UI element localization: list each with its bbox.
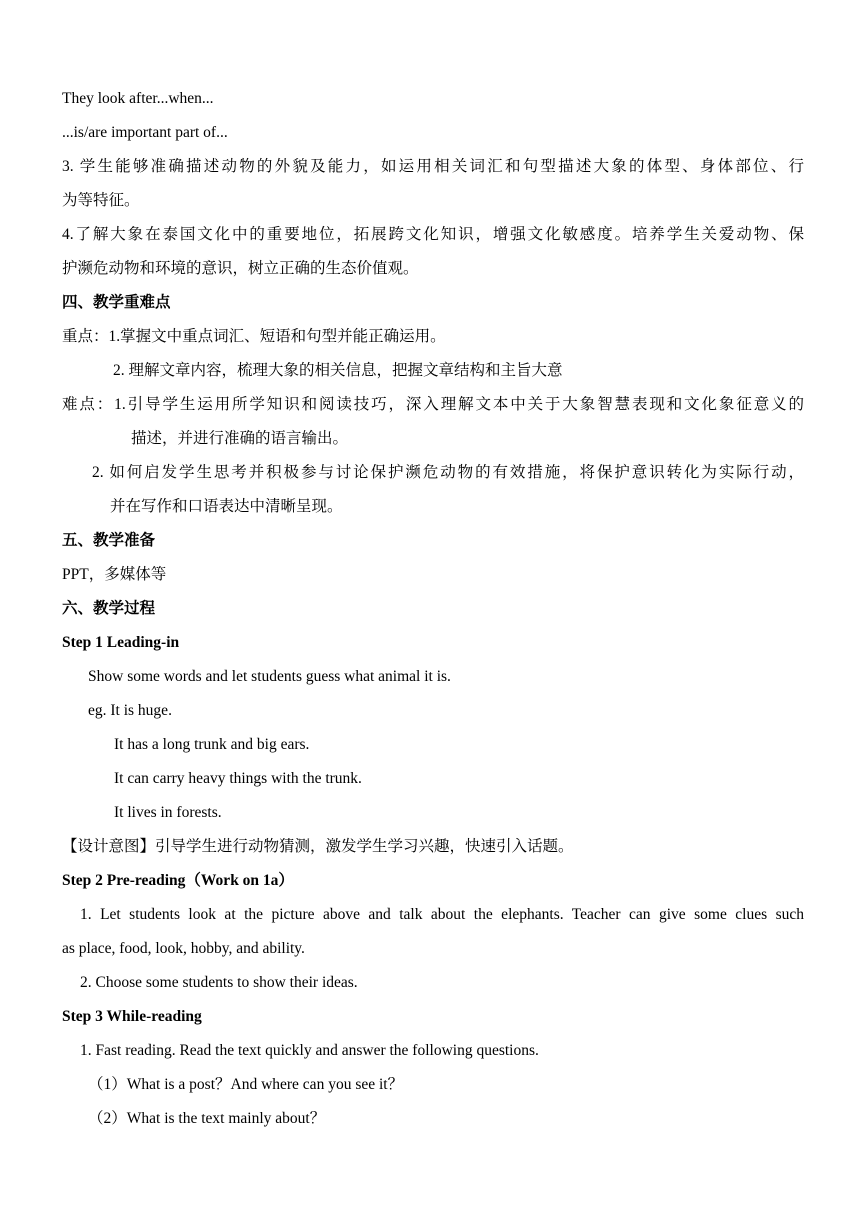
text-line: 为等特征。 [62,192,140,209]
text-line: It has a long trunk and big ears. [114,736,310,753]
question-1: （1）What is a post？And where can you see it？ [88,1076,404,1093]
text-line: 2. Choose some students to show their ideas. [80,974,358,991]
section-heading: 四、教学重难点 [62,294,171,311]
text-line: 1. Let students look at the picture above and talk about the elephants. Teacher can give some clues such [80,906,804,923]
text-line: 2. 理解文章内容，梳理大象的相关信息，把握文章结构和主旨大意 [113,362,563,379]
text-line: 描述，并进行准确的语言输出。 [131,430,349,447]
text-line: They look after...when... [62,90,214,107]
difficulty-1: 难点：1.引导学生运用所学知识和阅读技巧，深入理解文本中关于大象智慧表现和文化象征意义的 [62,396,804,413]
text-line: PPT，多媒体等 [62,566,167,583]
difficulty-2: 2. 如何启发学生思考并积极参与讨论保护濒危动物的有效措施，将保护意识转化为实际行动， [92,464,804,481]
objective-4: 4.了解大象在泰国文化中的重要地位，拓展跨文化知识，增强文化敏感度。培养学生关爱动物、保 [62,226,804,243]
text-line: Show some words and let students guess what animal it is. [88,668,451,685]
text-line: It can carry heavy things with the trunk. [114,770,362,787]
step-heading: Step 2 Pre-reading（Work on 1a） [62,872,294,889]
text-line: 护濒危动物和环境的意识，树立正确的生态价值观。 [62,260,419,277]
text-line: ...is/are important part of... [62,124,228,141]
step-heading: Step 1 Leading-in [62,634,180,651]
question-2: （2）What is the text mainly about？ [88,1110,326,1127]
section-heading: 五、教学准备 [62,532,156,549]
text-line: eg. It is huge. [88,702,172,719]
step-heading: Step 3 While-reading [62,1008,202,1025]
text-line: 重点：1.掌握文中重点词汇、短语和句型并能正确运用。 [62,328,446,345]
text-line: 并在写作和口语表达中清晰呈现。 [110,498,343,515]
text-line: It lives in forests. [114,804,222,821]
section-heading: 六、教学过程 [62,600,156,617]
design-intent: 【设计意图】引导学生进行动物猜测，激发学生学习兴趣，快速引入话题。 [62,838,574,855]
objective-3: 3. 学生能够准确描述动物的外貌及能力，如运用相关词汇和句型描述大象的体型、身体部位、行 [62,158,804,175]
text-line: 1. Fast reading. Read the text quickly and answer the following questions. [80,1042,539,1059]
text-line: as place, food, look, hobby, and ability. [62,940,305,957]
